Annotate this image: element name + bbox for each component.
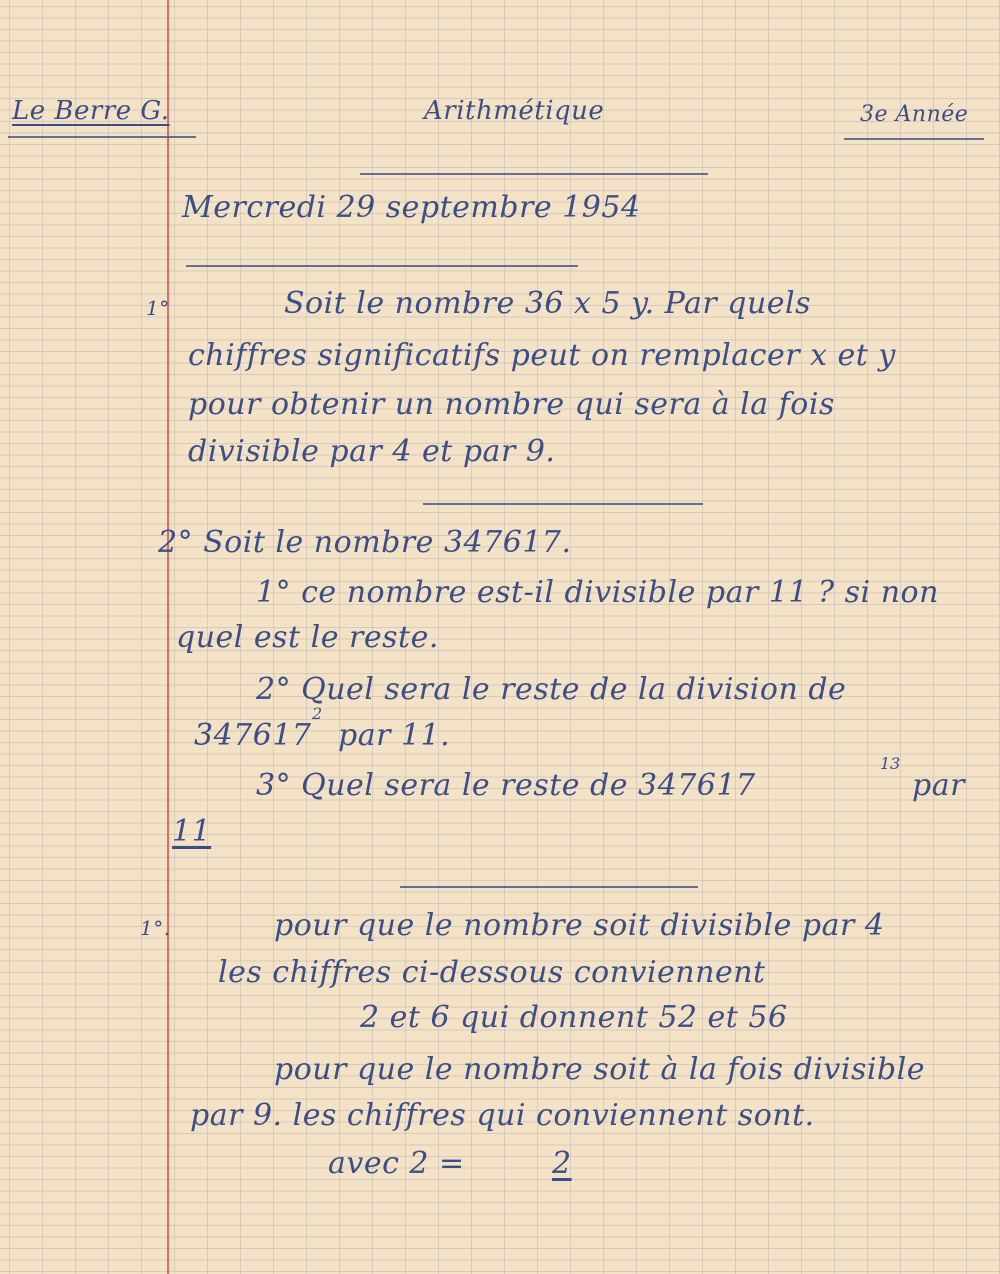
answer-number: 1°. [140,916,171,940]
exercise1-line-1: Soit le nombre 36 x 5 y. Par quels [284,286,812,321]
exercise2-line-6: 3° Quel sera le reste de 347617 [256,768,756,803]
header-divider [360,173,708,175]
exercise2-divider [400,886,698,888]
exercise2-line-2: 1° ce nombre est-il divisible par 11 ? si non [256,575,939,610]
exercise1-line-4: divisible par 4 et par 9. [188,434,556,469]
answer-result: 2 [552,1146,572,1181]
exercise2-number-a: 347617 [194,718,312,753]
subject-title: Arithmétique [424,96,605,126]
margin-line [167,0,169,1274]
exercise1-divider [423,503,703,505]
exercise2-line-1: 2° Soit le nombre 347617. [158,525,572,560]
date-line: Mercredi 29 septembre 1954 [182,190,641,225]
answer-line-2: les chiffres ci-dessous conviennent [218,955,766,990]
exponent-2: 2 [312,704,323,723]
name-underline [8,136,196,138]
school-year: 3e Année [860,102,969,127]
answer-line-1: pour que le nombre soit divisible par 4 [274,908,885,943]
exercise2-line-3: quel est le reste. [176,620,439,655]
exercise2-line-4: 2° Quel sera le reste de la division de [256,672,847,707]
exercise1-number: 1° [146,296,170,320]
exercise1-line-3: pour obtenir un nombre qui sera à la fois [188,387,835,422]
answer-line-6: avec 2 = [328,1146,465,1181]
date-divider [186,265,578,267]
exercise1-line-2: chiffres significatifs peut on remplacer x et y [188,338,896,373]
student-name: Le Berre G. [12,96,170,126]
exercise2-par-11: par 11. [338,718,451,753]
answer-line-5: par 9. les chiffres qui conviennent sont. [190,1098,815,1133]
exercise2-par: par [912,768,965,803]
year-underline [844,138,984,140]
exercise2-divisor: 11 [172,814,212,849]
answer-line-4: pour que le nombre soit à la fois divisible [274,1052,925,1087]
answer-line-3: 2 et 6 qui donnent 52 et 56 [360,1000,788,1035]
exponent-13: 13 [880,754,901,773]
